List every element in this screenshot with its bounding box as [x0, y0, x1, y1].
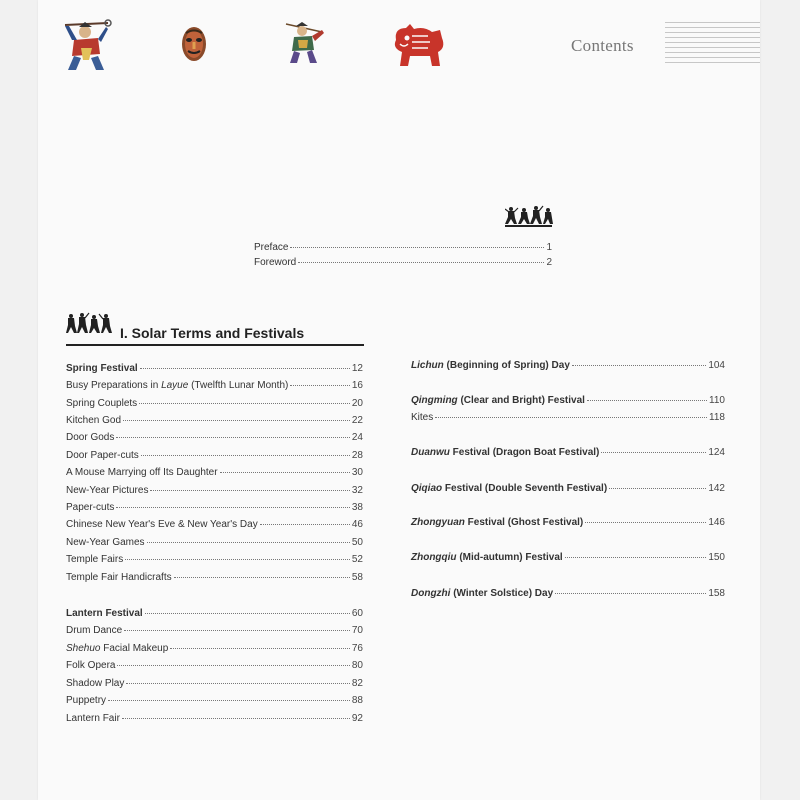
- toc-entry-page: 50: [351, 537, 363, 548]
- dot-leader: [117, 665, 349, 666]
- dot-leader: [601, 452, 706, 453]
- toc-entry[interactable]: [66, 695, 363, 706]
- dancing-figures-icon: [66, 312, 112, 334]
- toc-entry-foreword[interactable]: [254, 257, 552, 268]
- dot-leader: [145, 613, 350, 614]
- toc-title-italic-term: Dongzhi: [411, 588, 451, 599]
- toc-entry-title: [66, 485, 148, 496]
- section-rule: [66, 344, 364, 346]
- toc-entry[interactable]: [66, 713, 363, 724]
- toc-entry[interactable]: [411, 447, 725, 458]
- toc-entry-page: 82: [351, 678, 363, 689]
- toc-title-text: Temple Fair Handicrafts: [66, 572, 172, 583]
- toc-entry-page: 28: [351, 450, 363, 461]
- toc-title-italic-term: Duanwu: [411, 447, 450, 458]
- toc-entry[interactable]: [66, 450, 363, 461]
- dot-leader: [147, 542, 350, 543]
- toc-entry[interactable]: [66, 678, 363, 689]
- toc-entry-page: 24: [351, 432, 363, 443]
- toc-entry-page: 30: [351, 467, 363, 478]
- toc-entry-page: 150: [708, 552, 725, 563]
- toc-title-italic-term: Shehuo: [66, 643, 101, 654]
- toc-entry-title: [411, 360, 570, 371]
- front-matter-rule: [505, 225, 552, 227]
- toc-entry-title: [66, 415, 121, 426]
- toc-title-text: Puppetry: [66, 695, 107, 706]
- toc-title-text: (Clear and Bright) Festival: [457, 395, 585, 406]
- dot-leader: [609, 488, 706, 489]
- dot-leader: [298, 262, 544, 263]
- toc-entry-page: 158: [708, 588, 725, 599]
- toc-title-text: Chinese New Year's Eve & New Year's Day: [66, 519, 258, 530]
- toc-entry-page: 146: [708, 517, 725, 528]
- toc-entry[interactable]: [411, 552, 725, 563]
- toc-entry-title: [411, 412, 433, 423]
- toc-title-text: Festival (Double Seventh Festival): [442, 483, 608, 494]
- toc-entry-page: 118: [709, 412, 725, 423]
- dot-leader: [116, 437, 350, 438]
- toc-entry-title: [66, 398, 137, 409]
- toc-entry-page: 20: [351, 398, 363, 409]
- dancing-figures-small-icon: [505, 205, 553, 225]
- toc-entry-title: [66, 519, 258, 530]
- toc-title-text: Spring Festival: [66, 363, 138, 374]
- toc-entry[interactable]: [66, 554, 363, 565]
- toc-entry[interactable]: [411, 517, 725, 528]
- toc-entry-title: [66, 572, 172, 583]
- toc-entry[interactable]: [411, 412, 725, 423]
- toc-entry-title: [66, 625, 122, 636]
- toc-entry-title: [66, 450, 139, 461]
- acrobat-figure-icon: [282, 20, 326, 66]
- toc-entry-page: 88: [351, 695, 363, 706]
- opera-mask-icon: [180, 24, 208, 64]
- toc-entry-page: 46: [351, 519, 363, 530]
- toc-entry-title: [411, 588, 553, 599]
- section-title: I. Solar Terms and Festivals: [120, 325, 305, 341]
- dot-leader: [260, 524, 350, 525]
- toc-entry-title: [66, 554, 123, 565]
- toc-entry[interactable]: [66, 485, 363, 496]
- toc-title-italic-term: Zhongyuan: [411, 517, 465, 528]
- toc-entry[interactable]: [66, 537, 363, 548]
- toc-title-text: (Winter Solstice) Day: [450, 588, 554, 599]
- toc-entry-page: 1: [546, 242, 552, 253]
- dot-leader: [555, 593, 706, 594]
- toc-title-text: Spring Couplets: [66, 398, 138, 409]
- toc-title-text: New-Year Pictures: [66, 485, 149, 496]
- toc-entry[interactable]: [411, 395, 725, 406]
- dot-leader: [290, 385, 350, 386]
- toc-entry-title: [411, 395, 585, 406]
- toc-entry-page: 110: [709, 395, 725, 406]
- dot-leader: [587, 400, 707, 401]
- toc-entry[interactable]: [66, 432, 363, 443]
- toc-title-text: Lantern Fair: [66, 713, 120, 724]
- toc-entry[interactable]: [66, 572, 363, 583]
- toc-entry-page: 32: [351, 485, 363, 496]
- toc-entry[interactable]: [66, 363, 363, 374]
- dot-leader: [572, 365, 706, 366]
- toc-title-text: Door Gods: [66, 432, 115, 443]
- toc-title-text: Shadow Play: [66, 678, 125, 689]
- toc-title-text: Lantern Festival: [66, 608, 143, 619]
- toc-title-text: Festival (Dragon Boat Festival): [449, 447, 600, 458]
- toc-title-italic-term: Zhongqiu: [411, 552, 457, 563]
- toc-title-text: Kites: [411, 412, 434, 423]
- toc-entry[interactable]: [66, 398, 363, 409]
- toc-entry-title: [66, 363, 138, 374]
- toc-entry[interactable]: [66, 625, 363, 636]
- toc-title-text: New-Year Games: [66, 537, 145, 548]
- toc-entry-page: 142: [708, 483, 725, 494]
- dot-leader: [108, 700, 350, 701]
- toc-entry[interactable]: [411, 483, 725, 494]
- toc-entry-preface[interactable]: [254, 242, 552, 253]
- paper-cut-tiger-icon: [390, 22, 446, 70]
- dot-leader: [122, 718, 350, 719]
- dot-leader: [123, 420, 350, 421]
- toc-title-text: (Mid-autumn) Festival: [456, 552, 563, 563]
- toc-entry-title: [66, 660, 115, 671]
- dot-leader: [141, 455, 350, 456]
- dot-leader: [126, 683, 350, 684]
- toc-entry[interactable]: [66, 643, 363, 654]
- toc-entry-page: 38: [351, 502, 363, 513]
- toc-title-italic-term: Lichun: [411, 360, 444, 371]
- dot-leader: [124, 630, 350, 631]
- dot-leader: [170, 648, 350, 649]
- toc-entry-page: 60: [351, 608, 363, 619]
- toc-entry-title: [66, 380, 288, 391]
- toc-entry-title: [66, 432, 114, 443]
- toc-entry-title: Preface: [254, 242, 289, 253]
- page-title: Contents: [571, 36, 634, 55]
- toc-entry-title: [66, 502, 114, 513]
- dot-leader: [220, 472, 350, 473]
- toc-entry-title: [411, 483, 607, 494]
- toc-entry-page: 80: [351, 660, 363, 671]
- toc-title-italic-term: Layue: [161, 380, 189, 391]
- dot-leader: [125, 559, 350, 560]
- toc-entry-title: [66, 713, 120, 724]
- toc-entry-page: 58: [351, 572, 363, 583]
- dot-leader: [140, 368, 350, 369]
- dot-leader: [116, 507, 350, 508]
- dot-leader: [290, 247, 544, 248]
- toc-title-text: A Mouse Marrying off Its Daughter: [66, 467, 218, 478]
- toc-entry[interactable]: [411, 588, 725, 599]
- dot-leader: [150, 490, 349, 491]
- toc-title-text: Facial Makeup: [100, 643, 169, 654]
- toc-title-text: (Beginning of Spring) Day: [443, 360, 570, 371]
- toc-entry-title: [411, 552, 563, 563]
- toc-title-text: Paper-cuts: [66, 502, 115, 513]
- toc-title-text: Busy Preparations in: [66, 380, 162, 391]
- toc-entry-title: [66, 643, 168, 654]
- toc-entry[interactable]: [66, 502, 363, 513]
- toc-title-italic-term: Qingming: [411, 395, 458, 406]
- toc-entry-page: 104: [708, 360, 725, 371]
- toc-entry-title: [66, 695, 106, 706]
- toc-entry-title: [411, 517, 583, 528]
- dot-leader: [585, 522, 706, 523]
- toc-title-text: (Twelfth Lunar Month): [188, 380, 289, 391]
- toc-entry[interactable]: [66, 519, 363, 530]
- toc-entry[interactable]: [66, 380, 363, 391]
- toc-title-text: Kitchen God: [66, 415, 122, 426]
- toc-entry-title: [66, 608, 143, 619]
- title-decorative-lines: [665, 22, 760, 68]
- toc-entry-page: 76: [351, 643, 363, 654]
- toc-entry-title: [411, 447, 599, 458]
- toc-entry[interactable]: [66, 415, 363, 426]
- toc-title-text: Drum Dance: [66, 625, 123, 636]
- toc-entry-page: 70: [351, 625, 363, 636]
- toc-entry-page: 124: [708, 447, 725, 458]
- toc-title-text: Temple Fairs: [66, 554, 124, 565]
- toc-title-text: Folk Opera: [66, 660, 116, 671]
- toc-title-text: Festival (Ghost Festival): [464, 517, 584, 528]
- toc-entry-title: Foreword: [254, 257, 297, 268]
- toc-entry[interactable]: [66, 467, 363, 478]
- toc-entry[interactable]: [66, 660, 363, 671]
- toc-entry-page: 2: [546, 257, 552, 268]
- toc-entry-page: 12: [351, 363, 363, 374]
- dot-leader: [174, 577, 350, 578]
- toc-entry[interactable]: [66, 608, 363, 619]
- toc-entry[interactable]: [411, 360, 725, 371]
- toc-entry-page: 52: [351, 554, 363, 565]
- toc-entry-page: 16: [351, 380, 363, 391]
- toc-title-italic-term: Qiqiao: [411, 483, 443, 494]
- toc-entry-title: [66, 678, 124, 689]
- dot-leader: [139, 403, 350, 404]
- dot-leader: [435, 417, 707, 418]
- toc-entry-page: 92: [351, 713, 363, 724]
- toc-entry-title: [66, 467, 218, 478]
- toc-entry-page: 22: [351, 415, 363, 426]
- toc-entry-title: [66, 537, 145, 548]
- dot-leader: [565, 557, 707, 558]
- warrior-figure-icon: [62, 18, 112, 74]
- toc-title-text: Door Paper-cuts: [66, 450, 139, 461]
